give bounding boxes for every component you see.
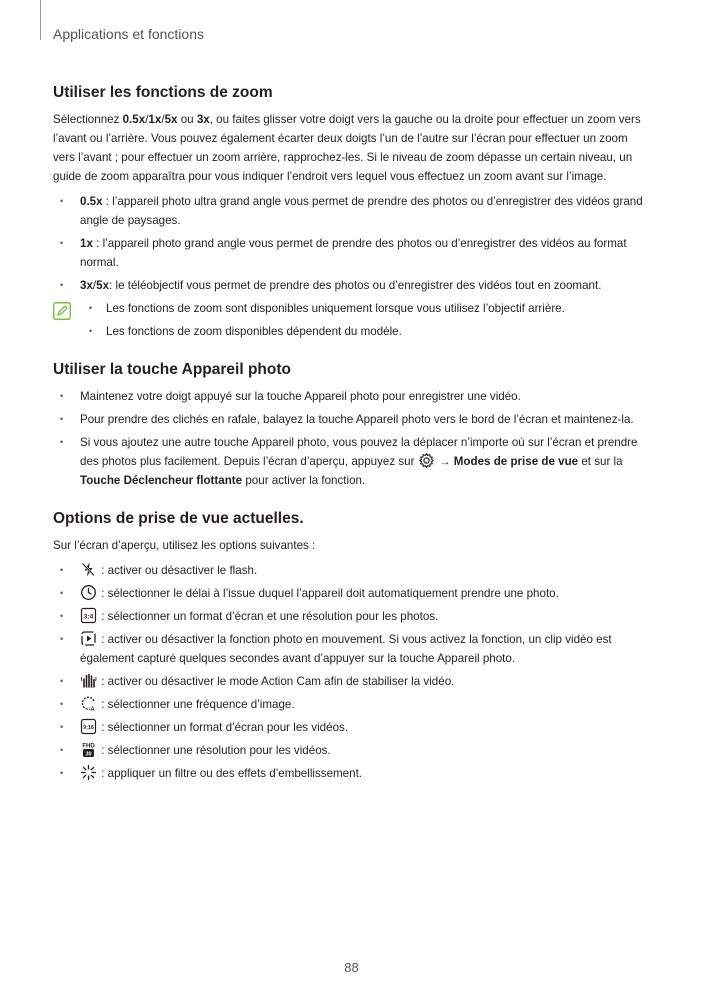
list-item: • 3x/5x: le téléobjectif vous permet de prendre des photos ou d’enregistrer des vidéos tout en zoomant. — [53, 276, 649, 295]
list-item: • Les fonctions de zoom sont disponibles uniquement lorsque vous utilisez l’objectif arrière. — [80, 299, 649, 318]
list-item: • Pour prendre des clichés en rafale, balayez la touche Appareil photo vers le bord de l’écran et maintenez-la. — [53, 410, 649, 429]
svg-text:FHD: • FHD — [82, 743, 95, 750]
flash-icon — [80, 561, 97, 578]
section-zoom — [53, 82, 649, 341]
svg-text:A: • A — [90, 707, 95, 712]
svg-text:3:4: • 3:4 — [83, 613, 94, 621]
section-shutter — [53, 359, 649, 490]
section-title-shutter: Utiliser la touche Appareil photo — [53, 361, 291, 378]
list-item: • : activer ou désactiver le flash. — [53, 561, 649, 580]
list-item: • 3:4 : sélectionner un format d’écran et une résolution pour les photos. — [53, 607, 649, 626]
action-cam-icon — [80, 672, 97, 689]
options-intro: Sur l’écran d’aperçu, utilisez les options suivantes : — [53, 539, 316, 552]
zoom-intro: Sélectionnez 0.5x/1x/5x ou 3x, ou faites glisser votre doigt vers la gauche ou la droite pour effectuer un zoom vers l’avant ou l’arrière. Vous pouvez également écarter deux doigts l’un de l’autre sur l’écran pour effectuer un zoom vers l’avant ; pour effectuer un zoom arrière, rapprochez-les. Si le niveau de zoom dépasse un certain niveau, un guide de zoom apparaîtra pour vous indiquer l’endroit vers lequel vous effectuez un zoom avant sur l’image. — [53, 113, 641, 183]
ratio-9-16-icon — [80, 718, 97, 735]
page-number: 88 — [344, 960, 359, 975]
shutter-list — [53, 387, 649, 490]
list-item: • Maintenez votre doigt appuyé sur la touche Appareil photo pour enregistrer une vidéo. — [53, 387, 649, 406]
list-item: • FHD 30 : sélectionner une résolution pour les vidéos. — [53, 741, 649, 760]
ratio-3-4-icon — [80, 607, 97, 624]
page-content — [53, 82, 649, 787]
section-title-zoom: Utiliser les fonctions de zoom — [53, 84, 273, 101]
settings-gear-icon — [418, 452, 435, 469]
list-item: • : activer ou désactiver la fonction photo en mouvement. Si vous activez la fonction, un clip vidéo est également capturé quelques secondes avant d’appuyer sur la touche Appareil photo. — [53, 630, 649, 668]
options-list — [53, 561, 649, 783]
list-item: • Les fonctions de zoom disponibles dépendent du modèle. — [80, 322, 649, 341]
note-icon — [53, 302, 71, 320]
filter-icon — [80, 764, 97, 781]
note-block — [53, 299, 649, 341]
page-header-title: Applications et fonctions — [53, 26, 204, 42]
list-item: • : sélectionner le délai à l’issue duquel l’appareil doit automatiquement prendre une photo. — [53, 584, 649, 603]
list-item: • 0.5x : l’appareil photo ultra grand angle vous permet de prendre des photos ou d’enregistrer des vidéos grand angle de paysages. — [53, 192, 649, 230]
header-rule — [40, 0, 41, 40]
section-options — [53, 508, 649, 783]
svg-text:9:16: • 9:16 — [83, 725, 94, 731]
frame-rate-icon — [80, 695, 97, 712]
list-item: • 9:16 : sélectionner un format d’écran pour les vidéos. — [53, 718, 649, 737]
list-item: • A : sélectionner une fréquence d’image. — [53, 695, 649, 714]
note-list — [80, 299, 649, 341]
list-item: • : activer ou désactiver le mode Action Cam afin de stabiliser la vidéo. — [53, 672, 649, 691]
motion-photo-icon — [80, 630, 97, 647]
resolution-fhd-icon — [80, 741, 97, 758]
svg-text:30: 30 — [85, 751, 92, 758]
list-item: • Si vous ajoutez une autre touche Appareil photo, vous pouvez la déplacer n’importe où sur l’écran et prendre des photos plus facilement. Depuis l’écran d’aperçu, appuyez sur → Modes de prise de vue et sur la Touche Déclencheur flottante pour activer la fonction. — [53, 433, 649, 490]
section-title-options: Options de prise de vue actuelles. — [53, 510, 304, 527]
timer-icon — [80, 584, 97, 601]
zoom-list — [53, 192, 649, 295]
list-item: • 1x : l’appareil photo grand angle vous permet de prendre des photos ou d’enregistrer des vidéos au format normal. — [53, 234, 649, 272]
list-item: • : appliquer un filtre ou des effets d’embellissement. — [53, 764, 649, 783]
